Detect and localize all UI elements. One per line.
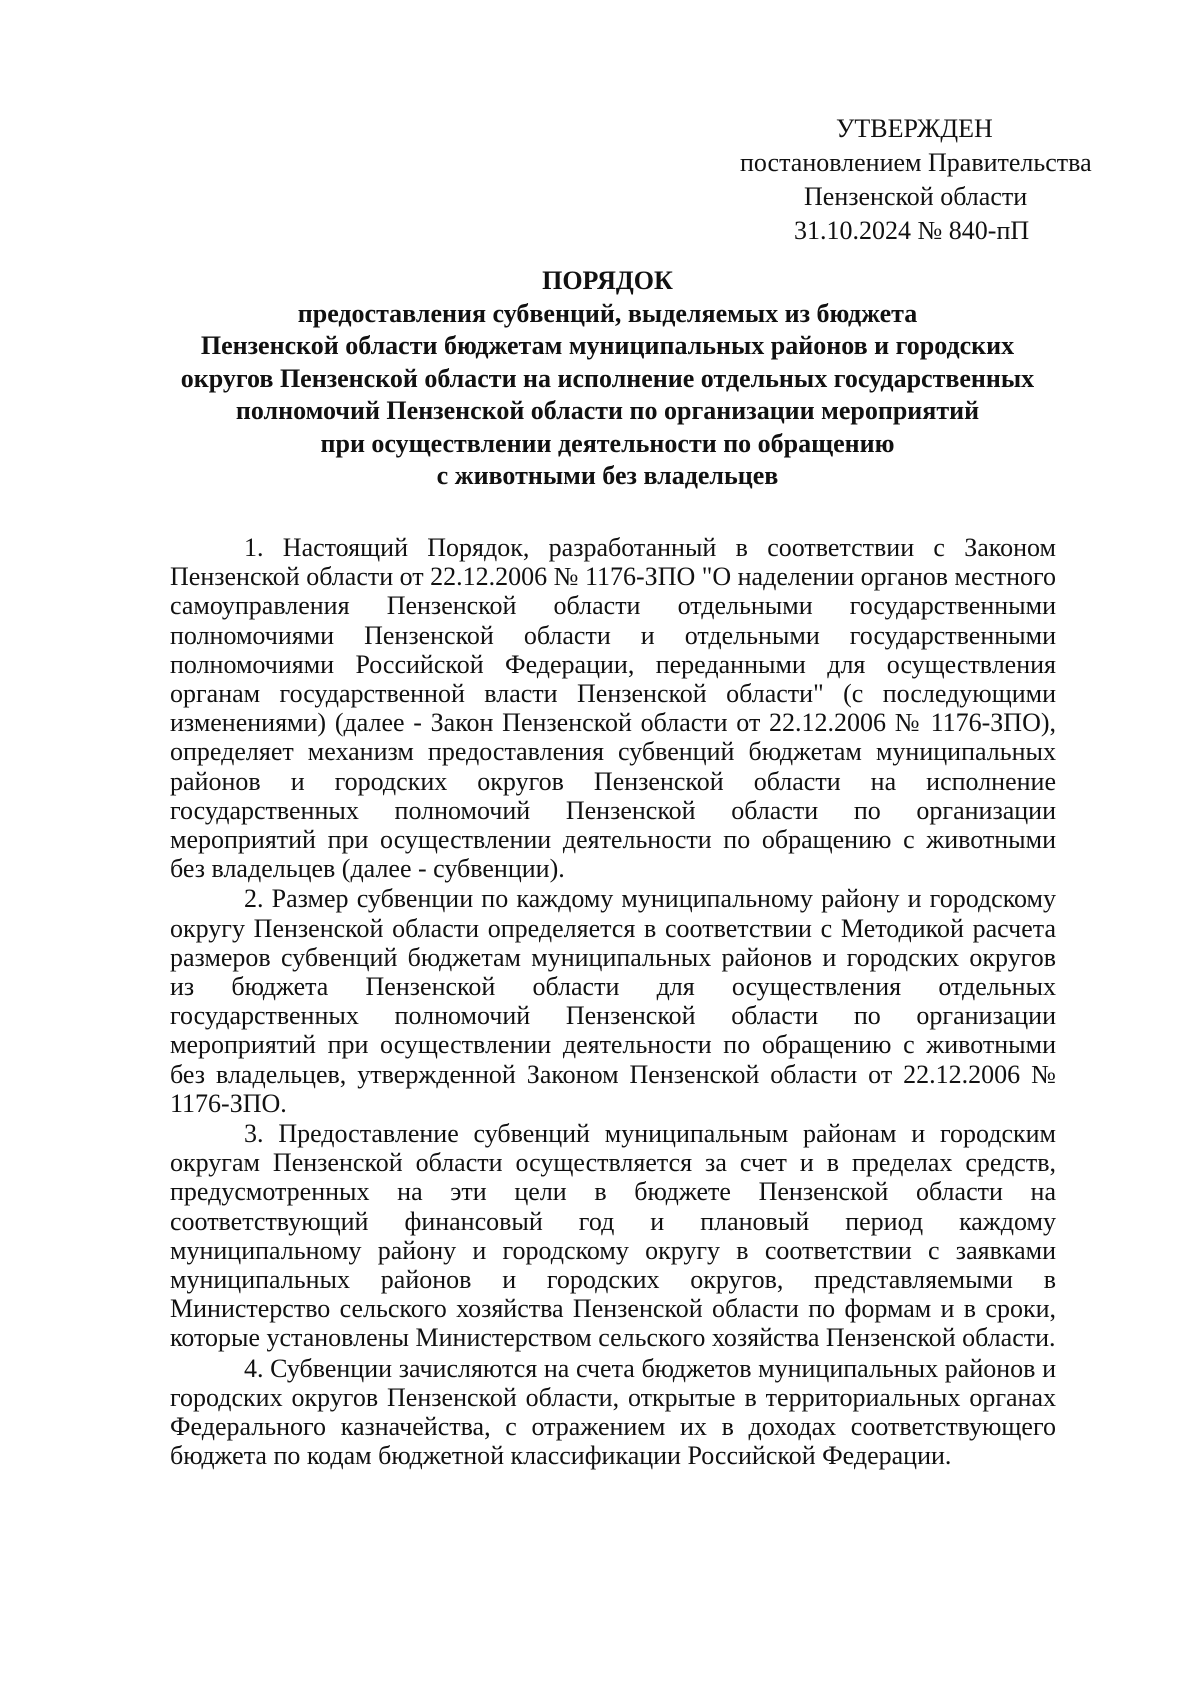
paragraph-2: 2. Размер субвенции по каждому муниципальному району и городскому округу Пензенской области определяется в соответствии с Методикой расчета размеров субвенций бюджетам муниципальных районов и городских округов из бюджета Пензенской области для осуществления отдельных государственных полномочий Пензенской области по организации мероприятий при осуществлении деятельности по обращению с животными без владельцев, утвержденной Законом Пензенской области от 22.12.2006 № 1176-ЗПО. — [170, 884, 1056, 1118]
title-line: округов Пензенской области на исполнение отдельных государственных — [180, 363, 1035, 393]
title-line: Пензенской области бюджетам муниципальных районов и городских — [200, 331, 1015, 360]
approval-date-number: 31.10.2024 № 840-пП — [794, 216, 1030, 245]
approval-stamp — [700, 112, 1120, 248]
approval-status: УТВЕРЖДЕН — [836, 114, 993, 143]
paragraph-1: 1. Настоящий Порядок, разработанный в соответствии с Законом Пензенской области от 22.12.2006 № 1176-ЗПО "О наделении органов местного самоуправления Пензенской области отдельными государственными полномочиями Пензенской области и отдельными государственными полномочиями Российской Федерации, переданными для осуществления органам государственной власти Пензенской области" (с последующими изменениями) (далее - Закон Пензенской области от 22.12.2006 № 1176-ЗПО), определяет механизм предоставления субвенций бюджетам муниципальных районов и городских округов Пензенской области на исполнение государственных полномочий Пензенской области по организации мероприятий при осуществлении деятельности по обращению с животными без владельцев (далее - субвенции). — [170, 533, 1056, 884]
approval-authority: постановлением Правительства — [740, 148, 1092, 177]
title-line: при осуществлении деятельности по обращению — [320, 428, 895, 458]
title-heading: ПОРЯДОК — [542, 266, 673, 295]
document-body — [170, 533, 1056, 1471]
title-line: предоставления субвенций, выделяемых из бюджета — [297, 298, 918, 328]
paragraph-4: 4. Субвенции зачисляются на счета бюджетов муниципальных районов и городских округов Пензенской области, открытые в территориальных органах Федерального казначейства, с отражением их в доходах соответствующего бюджета по кодам бюджетной классификации Российской Федерации. — [170, 1353, 1056, 1471]
approval-region: Пензенской области — [804, 182, 1028, 211]
paragraph-3: 3. Предоставление субвенций муниципальным районам и городским округам Пензенской области осуществляется за счет и в пределах средств, предусмотренных на эти цели в бюджете Пензенской области на соответствующий финансовый год и плановый период каждому муниципальному району и городскому округу в соответствии с заявками муниципальных районов и городских округов, представляемыми в Министерство сельского хозяйства Пензенской области по формам и в сроки, которые установлены Министерством сельского хозяйства Пензенской области. — [170, 1119, 1056, 1353]
title-line: с животными без владельцев — [436, 461, 779, 490]
document-title — [160, 265, 1055, 493]
title-line: полномочий Пензенской области по организации мероприятий — [235, 396, 980, 425]
